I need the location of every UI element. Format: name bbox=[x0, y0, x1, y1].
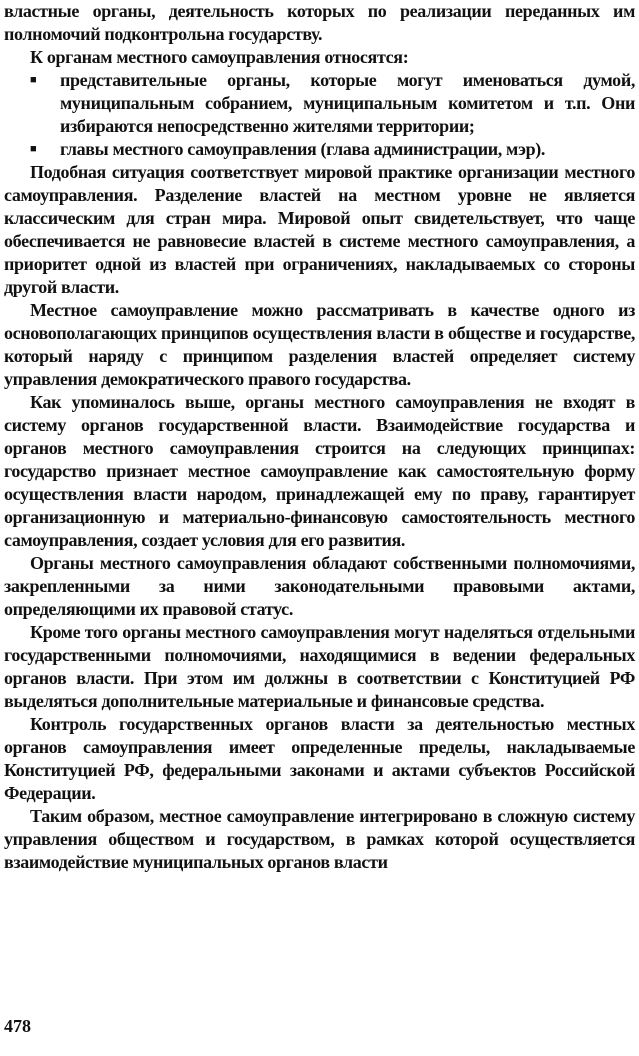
paragraph-list-intro: К органам местного самоуправления относятся: bbox=[30, 47, 409, 67]
paragraph-continuation: властные органы, деятельность которых по реализации переданных им полномочий подконтрольна государству. bbox=[4, 1, 635, 44]
paragraph: Контроль государственных органов власти за деятельностью местных органов самоуправления имеет определенные пределы, накладываемые Конституцией РФ, федеральными законами и актами субъектов Российской Федерации. bbox=[4, 714, 635, 803]
page-number: 478 bbox=[4, 1016, 31, 1036]
list-item-text: представительные органы, которые могут именоваться думой, муниципальным собранием, муниципальным комитетом и т.п. Они избираются непосредственно жителями территории; bbox=[60, 70, 635, 136]
list-item bbox=[4, 69, 635, 138]
bullet-list bbox=[4, 69, 635, 161]
paragraph: Местное самоуправление можно рассматривать в качестве одного из основополагающих принципов осуществления власти в обществе и государстве, который наряду с принципом разделения властей определяет систему управления демократического правого государства. bbox=[4, 300, 635, 389]
paragraph: Таким образом, местное самоуправление интегрировано в сложную систему управления обществом и государством, в рамках которой осуществляется взаимодействие муниципальных органов власти bbox=[4, 806, 635, 872]
list-item bbox=[4, 138, 635, 161]
bullet-icon: ■ bbox=[30, 74, 37, 86]
page-body bbox=[4, 0, 635, 874]
list-item-text: главы местного самоуправления (глава администрации, мэр). bbox=[60, 139, 546, 159]
paragraph: Как упоминалось выше, органы местного самоуправления не входят в систему органов государственной власти. Взаимодействие государства и органов местного самоуправления строится на следующих принципах: государство признает местное самоуправление как самостоятельную форму осуществления власти народом, принадлежащей ему по праву, гарантирует организационную и материально-финансовую самостоятельность местного самоуправления, создает условия для его развития. bbox=[4, 392, 635, 550]
paragraph: Подобная ситуация соответствует мировой практике организации местного самоуправления. Разделение властей на местном уровне не является классическим для стран мира. Мировой опыт свидетельствует, что чаще обеспечивается не равновесие властей в системе местного самоуправления, а приоритет одной из властей при ограничениях, накладываемых со стороны другой власти. bbox=[4, 162, 635, 297]
bullet-icon: ■ bbox=[30, 143, 37, 155]
paragraph: Кроме того органы местного самоуправления могут наделяться отдельными государственными полномочиями, находящимися в ведении федеральных органов власти. При этом им должны в соответствии с Конституцией РФ выделяться дополнительные материальные и финансовые средства. bbox=[4, 622, 635, 711]
paragraph: Органы местного самоуправления обладают собственными полномочиями, закрепленными за ними законодательными правовыми актами, определяющими их правовой статус. bbox=[4, 553, 635, 619]
